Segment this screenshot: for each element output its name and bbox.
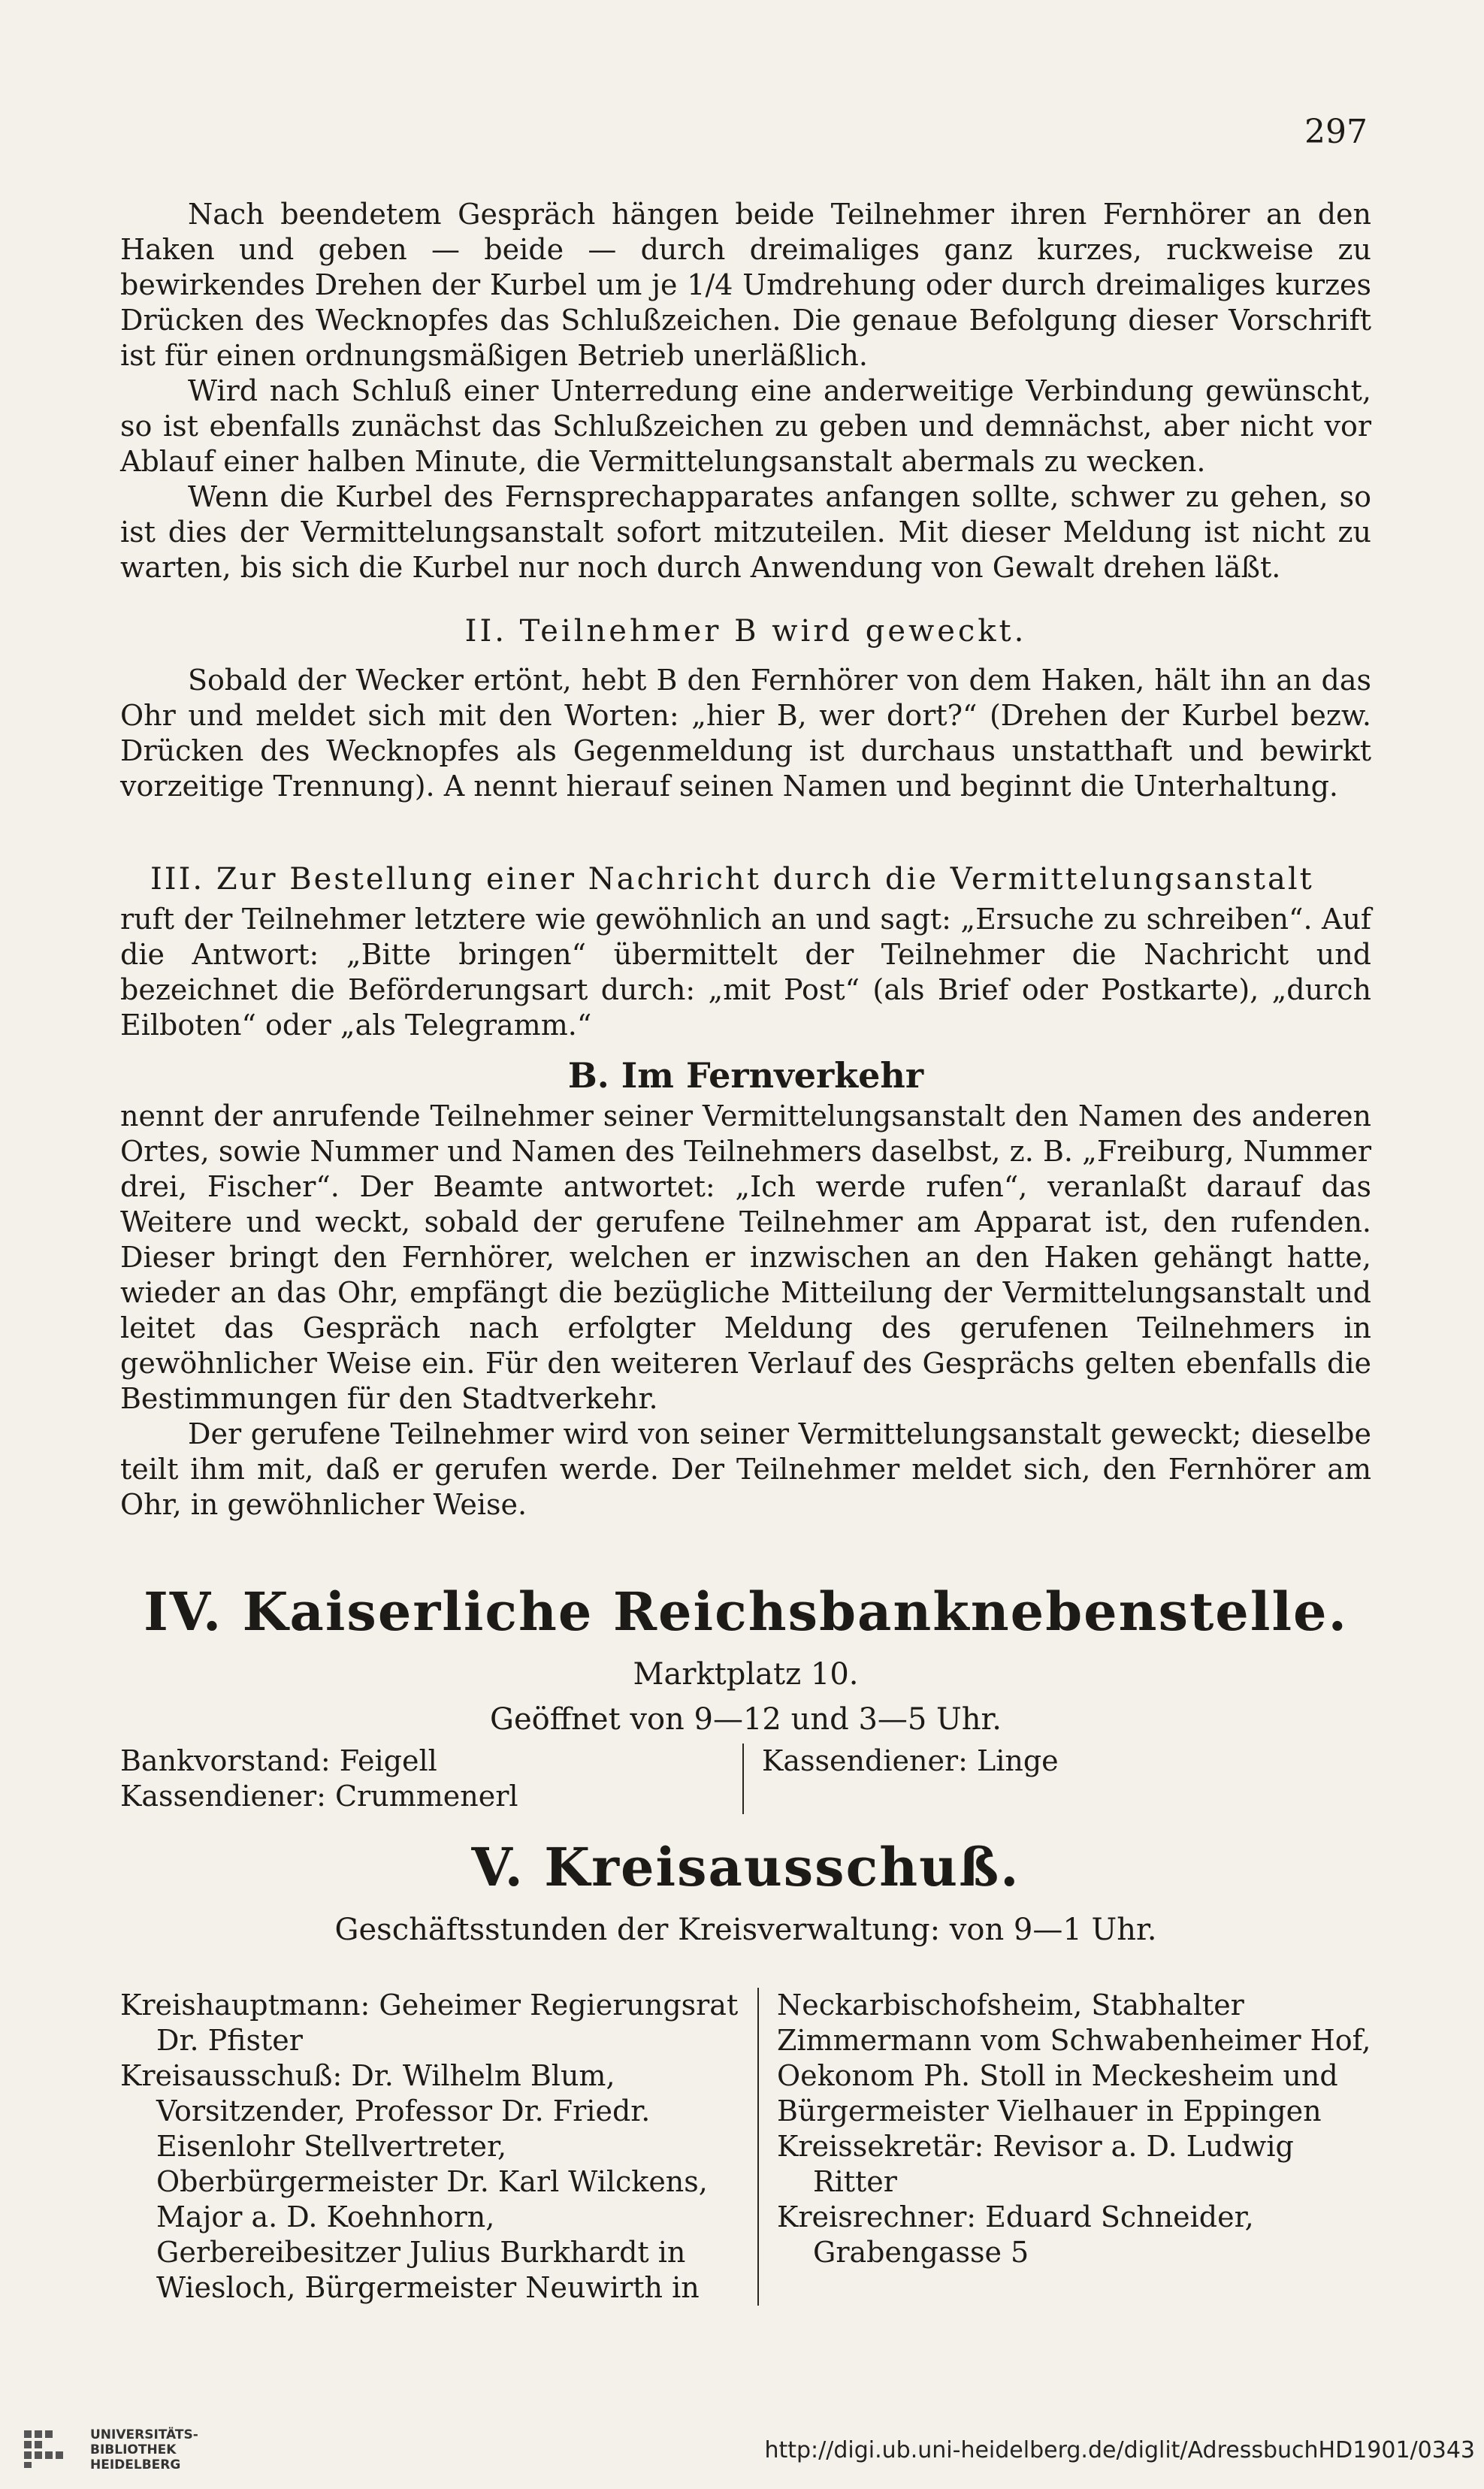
page-number: 297 xyxy=(1304,113,1368,151)
opening-hours: Geöffnet von 9—12 und 3—5 Uhr. xyxy=(490,1702,1002,1737)
staff-left-column xyxy=(120,1988,759,2306)
section-title: IV. Kaiserliche Reichsbanknebenstelle. xyxy=(144,1580,1348,1643)
staff-right-column xyxy=(744,1744,1371,1814)
staff-right-column xyxy=(759,1988,1371,2306)
section-v-staff xyxy=(120,1988,1371,2306)
source-url[interactable]: http://digi.ub.uni-heidelberg.de/diglit/AdressbuchHD1901/0343 xyxy=(764,2437,1475,2463)
staff-entry: Neckarbischofsheim, Stabhalter Zimmermann vom Schwabenheimer Hof, Oekonom Ph. Stoll in Meckesheim und Bürgermeister Vielhauer in Eppingen xyxy=(777,1988,1371,2128)
paragraph: Wenn die Kurbel des Fernsprechapparates anfangen sollte, schwer zu gehen, so ist dies der Vermittelungsanstalt sofort mitzuteilen. Mit dieser Meldung ist nicht zu warten, bis sich die Kurbel nur noch durch Anwendung von Gewalt drehen läßt. xyxy=(120,480,1371,584)
library-logo-icon xyxy=(20,2426,87,2471)
section-v xyxy=(120,1834,1371,1952)
staff-entry: Kreissekretär: Revisor a. D. Ludwig Ritter xyxy=(777,2130,1294,2198)
paragraph: Sobald der Wecker ertönt, hebt B den Fernhörer von dem Haken, hält ihn an das Ohr und meldet sich mit den Worten: „hier B, wer dort?“ (Drehen der Kurbel bezw. Drücken des Wecknopfes als Gegenmeldung ist durchaus unstatthaft und bewirkt vorzeitige Trennung). A nennt hierauf seinen Namen und beginnt die Unterhaltung. xyxy=(120,664,1371,803)
library-name-line: BIBLIOTHEK xyxy=(90,2442,177,2457)
staff-entry: Kassendiener: Crummenerl xyxy=(120,1780,518,1813)
section-heading: III. Zur Bestellung einer Nachricht durch die Vermittelungsanstalt xyxy=(150,862,1314,897)
staff-entry: Kassendiener: Linge xyxy=(762,1744,1059,1777)
section-title: V. Kreisausschuß. xyxy=(471,1836,1020,1898)
staff-entry: Kreisrechner: Eduard Schneider, Grabengasse 5 xyxy=(777,2200,1254,2269)
section-ii xyxy=(120,609,1371,804)
section-iv xyxy=(120,1578,1371,1742)
section-heading: II. Teilnehmer B wird geweckt. xyxy=(464,614,1027,649)
paragraph: Der gerufene Teilnehmer wird von seiner Vermittelungsanstalt geweckt; dieselbe teilt ihm mit, daß er gerufen werde. Der Teilnehmer meldet sich, den Fernhörer am Ohr, in gewöhnlicher Weise. xyxy=(120,1417,1371,1521)
address: Marktplatz 10. xyxy=(633,1657,859,1692)
paragraph: Wird nach Schluß einer Unterredung eine anderweitige Verbindung gewünscht, so ist ebenfalls zunächst das Schlußzeichen zu geben und demnächst, aber nicht vor Ablauf einer halben Minute, die Vermittelungsanstalt abermals zu wecken. xyxy=(120,374,1371,478)
paragraph: Nach beendetem Gespräch hängen beide Teilnehmer ihren Fernhörer an den Haken und geben — beide — durch dreimaliges ganz kurzes, ruckweise zu bewirkendes Drehen der Kurbel um je 1/4 Umdrehung oder durch dreimaliges kurzes Drücken des Wecknopfes das Schlußzeichen. Die genaue Befolgung dieser Vorschrift ist für einen ordnungsmäßigen Betrieb unerläßlich. xyxy=(120,198,1371,372)
library-name-line: UNIVERSITÄTS- xyxy=(90,2427,198,2442)
staff-entry: Kreisausschuß: Dr. Wilhelm Blum, Vorsitzender, Professor Dr. Friedr. Eisenlohr Stellvertreter, Oberbürgermeister Dr. Karl Wilckens, Major a. D. Koehnhorn, Gerbereibesitzer Julius Burkhardt in Wiesloch, Bürgermeister Neuwirth in xyxy=(120,2059,708,2304)
section-a xyxy=(120,197,1371,585)
library-name-line: HEIDELBERG xyxy=(90,2457,181,2472)
section-iv-staff xyxy=(120,1744,1371,1814)
paragraph: nennt der anrufende Teilnehmer seiner Vermittelungsanstalt den Namen des anderen Ortes, sowie Nummer und Namen des Teilnehmers daselbst, z. B. „Freiburg, Nummer drei, Fischer“. Der Beamte antwortet: „Ich werde rufen“, veranlaßt darauf das Weitere und weckt, sobald der gerufene Teilnehmer am Apparat ist, den rufenden. Dieser bringt den Fernhörer, welchen er inzwischen an den Haken gehängt hatte, wieder an das Ohr, empfängt die bezügliche Mitteilung der Vermittelungsanstalt und leitet das Gespräch nach erfolgter Meldung des gerufenen Teilnehmers in gewöhnlicher Weise ein. Für den weiteren Verlauf des Gesprächs gelten ebenfalls die Bestimmungen für den Stadtverkehr. xyxy=(120,1099,1371,1415)
library-name xyxy=(90,2427,198,2472)
paragraph: ruft der Teilnehmer letztere wie gewöhnlich an und sagt: „Ersuche zu schreiben“. Auf die Antwort: „Bitte bringen“ übermittelt der Teilnehmer die Nachricht und bezeichnet die Beförderungsart durch: „mit Post“ (als Brief oder Postkarte), „durch Eilboten“ oder „als Telegramm.“ xyxy=(120,903,1371,1042)
staff-left-column xyxy=(120,1744,744,1814)
office-hours: Geschäftsstunden der Kreisverwaltung: von 9—1 Uhr. xyxy=(334,1913,1157,1947)
staff-entry: Bankvorstand: Feigell xyxy=(120,1744,437,1777)
section-iii xyxy=(120,857,1371,1043)
section-b xyxy=(120,1052,1371,1523)
section-heading: B. Im Fernverkehr xyxy=(567,1055,924,1096)
staff-entry: Kreishauptmann: Geheimer Regierungsrat Dr. Pfister xyxy=(120,1988,739,2057)
